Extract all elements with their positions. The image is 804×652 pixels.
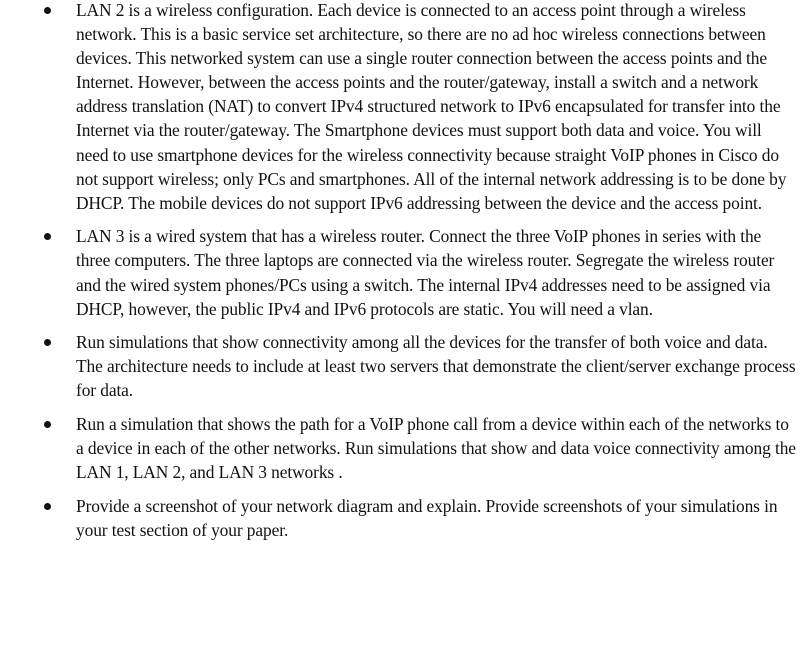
bullet-icon	[44, 7, 51, 14]
bullet-item-lan3	[0, 224, 804, 320]
bullet-icon	[44, 421, 51, 428]
bullet-text-voip-simulation: Run a simulation that shows the path for a VoIP phone call from a device within each of the networks to a device in each of the other networks. Run simulations that show and data voice connectivity among the LAN 1, LAN 2, and LAN 3 networks .	[76, 414, 796, 483]
bullet-text-connectivity-simulations: Run simulations that show connectivity among all the devices for the transfer of both voice and data. The architecture needs to include at least two servers that demonstrate the client/server exchange process for data.	[76, 332, 796, 401]
bullet-item-lan2	[0, 0, 804, 215]
bullet-text-screenshots: Provide a screenshot of your network diagram and explain. Provide screenshots of your simulations in your test section of your paper.	[76, 495, 778, 540]
bullet-icon	[44, 233, 51, 240]
bullet-text-lan2: LAN 2 is a wireless configuration. Each device is connected to an access point through a wireless network. This is a basic service set architecture, so there are no ad hoc wireless connections between devices. This networked system can use a single router connection between the access points and the Internet. However, between the access points and the router/gateway, install a switch and a network address translation (NAT) to convert IPv4 structured network to IPv6 encapsulated for transfer into the Internet via the router/gateway. The Smartphone devices must support both data and voice. You will need to use smartphone devices for the wireless connectivity because straight VoIP phones in Cisco do not support wireless; only PCs and smartphones. All of the internal network addressing is to be done by DHCP. The mobile devices do not support IPv6 addressing between the device and the access point.	[76, 0, 787, 213]
bullet-icon	[44, 339, 51, 346]
bullet-item-connectivity-simulations	[0, 330, 804, 402]
bullet-item-voip-simulation	[0, 412, 804, 484]
bullet-item-screenshots	[0, 494, 804, 542]
bullet-text-lan3: LAN 3 is a wired system that has a wireless router. Connect the three VoIP phones in series with the three computers. The three laptops are connected via the wireless router. Segregate the wireless router and the wired system phones/PCs using a switch. The internal IPv4 addresses need to be assigned via DHCP, however, the public IPv4 and IPv6 protocols are static. You will need a vlan.	[76, 226, 775, 319]
bullet-icon	[44, 503, 51, 510]
